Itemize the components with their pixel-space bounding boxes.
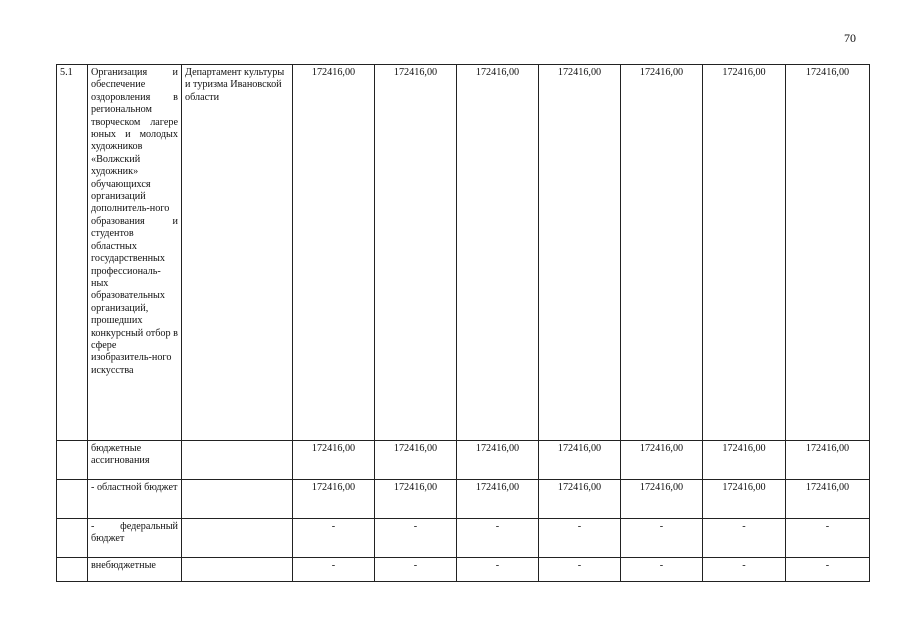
- executor: [182, 519, 293, 558]
- value-cell: -: [293, 519, 375, 558]
- value-cell: -: [621, 519, 703, 558]
- value-cell: 172416,00: [703, 65, 786, 441]
- value-cell: 172416,00: [457, 480, 539, 519]
- value-cell: 172416,00: [786, 441, 870, 480]
- row-number: [57, 480, 88, 519]
- value-cell: 172416,00: [539, 480, 621, 519]
- value-cell: -: [375, 558, 457, 582]
- value-cell: -: [457, 558, 539, 582]
- table-row: [57, 480, 870, 519]
- value-cell: 172416,00: [375, 480, 457, 519]
- value-cell: 172416,00: [539, 65, 621, 441]
- executor: [182, 441, 293, 480]
- row-number: [57, 519, 88, 558]
- value-cell: 172416,00: [293, 65, 375, 441]
- budget-table: [56, 64, 870, 582]
- executor: [182, 480, 293, 519]
- executor: [182, 558, 293, 582]
- funding-label: внебюджетные: [88, 558, 182, 582]
- value-cell: 172416,00: [786, 480, 870, 519]
- funding-label: бюджетные ассигнования: [88, 441, 182, 480]
- value-cell: 172416,00: [703, 441, 786, 480]
- value-cell: 172416,00: [621, 65, 703, 441]
- value-cell: -: [703, 558, 786, 582]
- value-cell: 172416,00: [703, 480, 786, 519]
- value-cell: 172416,00: [457, 441, 539, 480]
- value-cell: 172416,00: [375, 441, 457, 480]
- value-cell: -: [621, 558, 703, 582]
- row-number: [57, 441, 88, 480]
- table-row: [57, 65, 870, 441]
- value-cell: 172416,00: [457, 65, 539, 441]
- value-cell: 172416,00: [293, 441, 375, 480]
- row-number: 5.1: [57, 65, 88, 441]
- value-cell: 172416,00: [621, 480, 703, 519]
- table-row: [57, 519, 870, 558]
- value-cell: 172416,00: [293, 480, 375, 519]
- value-cell: -: [786, 558, 870, 582]
- table-row: [57, 558, 870, 582]
- value-cell: 172416,00: [375, 65, 457, 441]
- row-number: [57, 558, 88, 582]
- value-cell: -: [786, 519, 870, 558]
- value-cell: -: [457, 519, 539, 558]
- value-cell: 172416,00: [539, 441, 621, 480]
- funding-label: - областной бюджет: [88, 480, 182, 519]
- activity-name: Организация и обеспечение оздоровления в региональном творческом лагере юных и молодых художников «Волжский художник» обучающихся организаций дополнитель-ного образования и студентов областных государственных профессиональ-ных образовательных организаций, прошедших конкурсный отбор в сфере изобразитель-ного искусства: [88, 65, 182, 441]
- value-cell: 172416,00: [786, 65, 870, 441]
- page-number: 70: [844, 31, 856, 45]
- value-cell: -: [293, 558, 375, 582]
- value-cell: 172416,00: [621, 441, 703, 480]
- table-row: [57, 441, 870, 480]
- executor: Департамент культуры и туризма Ивановской области: [182, 65, 293, 441]
- value-cell: -: [539, 519, 621, 558]
- value-cell: -: [703, 519, 786, 558]
- value-cell: -: [375, 519, 457, 558]
- value-cell: -: [539, 558, 621, 582]
- funding-label: - федеральный бюджет: [88, 519, 182, 558]
